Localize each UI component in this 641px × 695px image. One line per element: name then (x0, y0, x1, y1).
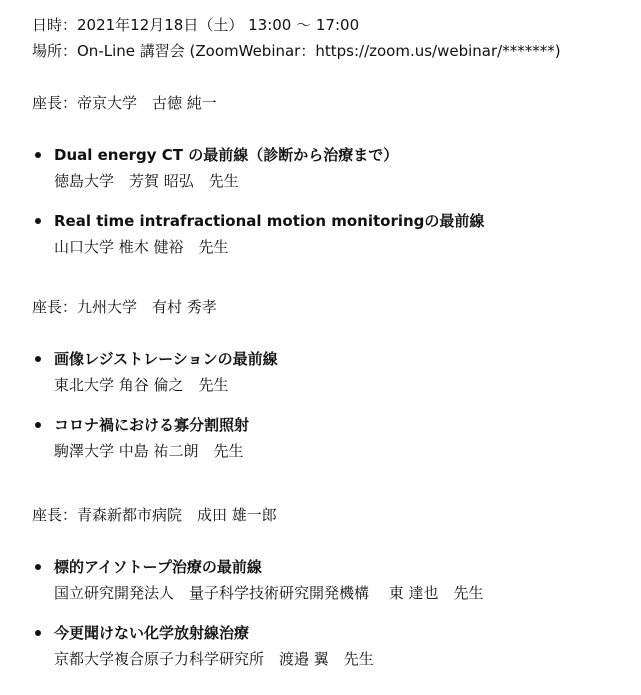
talk-title: 標的アイソトープ治療の最前線 (54, 558, 262, 576)
list-item (32, 142, 632, 194)
bullet-icon (35, 152, 41, 158)
list-item (32, 208, 632, 260)
venue-line: 場所：On-Line 講習会 (ZoomWebinar：https://zoom.us/webinar/*******) (32, 42, 561, 60)
talk-title: コロナ禍における寡分割照射 (54, 416, 250, 434)
bullet-icon (35, 218, 41, 224)
talk-list (32, 554, 632, 672)
talk-title: 画像レジストレーションの最前線 (54, 350, 278, 368)
session-chair: 座長：帝京大学 古徳 純一 (32, 94, 217, 112)
bullet-icon (35, 422, 41, 428)
program-document (32, 12, 632, 672)
talk-list (32, 346, 632, 464)
session-chair: 座長：青森新都市病院 成田 雄一郎 (32, 506, 277, 524)
talk-speaker: 山口大学 椎木 健裕 先生 (54, 238, 229, 256)
list-item (32, 346, 632, 398)
session-2 (32, 294, 632, 464)
bullet-icon (35, 564, 41, 570)
talk-speaker: 駒澤大学 中島 祐二朗 先生 (54, 442, 244, 460)
bullet-icon (35, 356, 41, 362)
session-3 (32, 502, 632, 672)
date-line: 日時：2021年12月18日（土） 13:00 〜 17:00 (32, 16, 360, 34)
talk-list (32, 142, 632, 260)
talk-title: 今更聞けない化学放射線治療 (54, 624, 250, 642)
list-item (32, 412, 632, 464)
list-item (32, 554, 632, 606)
talk-title: Real time intrafractional motion monitoringの最前線 (54, 212, 485, 230)
talk-speaker: 国立研究開発法人 量子科学技術研究開発機構 東 達也 先生 (54, 584, 484, 602)
session-chair: 座長：九州大学 有村 秀孝 (32, 298, 217, 316)
talk-speaker: 京都大学複合原子力科学研究所 渡邉 翼 先生 (54, 650, 374, 668)
session-1 (32, 90, 632, 260)
talk-title: Dual energy CT の最前線（診断から治療まで） (54, 146, 399, 164)
bullet-icon (35, 630, 41, 636)
talk-speaker: 徳島大学 芳賀 昭弘 先生 (54, 172, 239, 190)
talk-speaker: 東北大学 角谷 倫之 先生 (54, 376, 229, 394)
list-item (32, 620, 632, 672)
